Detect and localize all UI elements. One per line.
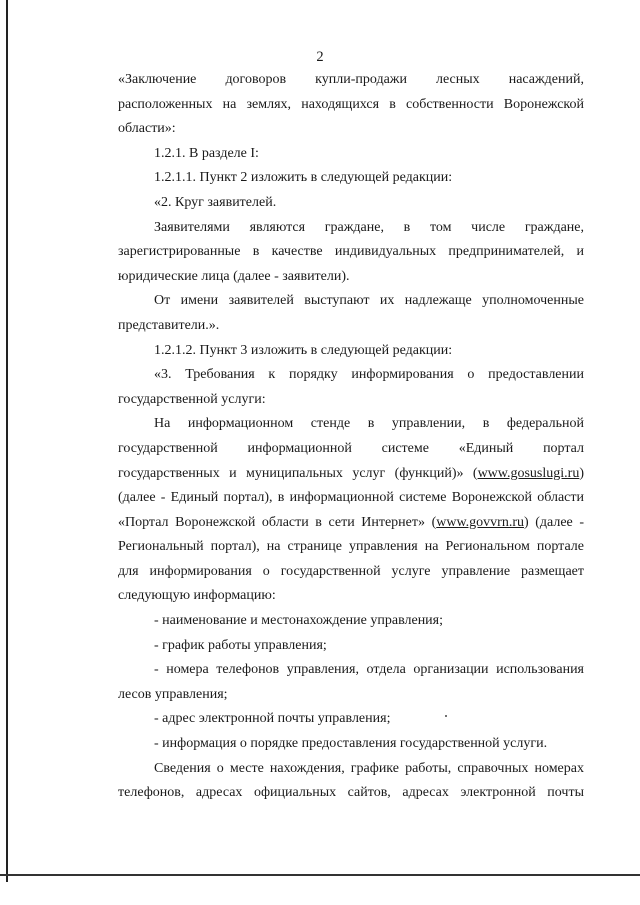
text-line: представители.». [118,317,220,333]
text-line: государственной услуги: [118,391,266,407]
text-line: «Портал Воронежской области в сети Интернет» (www.govvrn.ru) (далее - [118,514,584,530]
text-line: (далее - Единый портал), в информационной системе Воронежской области [118,490,584,506]
text-line: - информация о порядке предоставления государственной услуги. [154,736,548,752]
text-line: На информационном стенде в управлении, в федеральной [154,416,584,432]
text-line: государственной информационной системе «Единый портал [118,440,584,456]
text-line: следующую информацию: [118,588,276,604]
document-body [118,68,584,806]
text-line: «2. Круг заявителей. [154,194,277,210]
text-line: Сведения о месте нахождения, графике работы, справочных номерах [154,760,584,776]
text-line: - наименование и местонахождение управления; [154,613,444,629]
page-number: 2 [316,49,324,65]
text-line: лесов управления; [118,686,228,702]
text-line: Заявителями являются граждане, в том числе граждане, [154,219,584,235]
scan-left-edge [6,0,8,882]
website-reference: www.govvrn.ru [436,514,524,530]
text-line: 1.2.1. В разделе I: [154,145,259,161]
text-line: зарегистрированные в качестве индивидуальных предпринимателей, и [118,244,584,260]
text-line: - адрес электронной почты управления; [154,711,391,727]
text-line: расположенных на землях, находящихся в собственности Воронежской [118,96,584,112]
text-line: телефонов, адресах официальных сайтов, адресах электронной почты [118,785,584,801]
text-line: для информирования о государственной услуге управление размещает [118,563,584,579]
text-line: «3. Требования к порядку информирования о предоставлении [154,367,584,383]
text-line: государственных и муниципальных услуг (функций)» (www.gosuslugi.ru) [118,465,584,481]
text-line: «Заключение договоров купли-продажи лесных насаждений, [118,72,584,87]
text-line: От имени заявителей выступают их надлежаще уполномоченные [154,293,584,309]
text-line: 1.2.1.1. Пункт 2 изложить в следующей редакции: [154,170,453,186]
text-line: Региональный портал), на странице управления на Региональном портале [118,539,584,555]
text-line: области»: [118,121,176,137]
text-line: - номера телефонов управления, отдела организации использования [154,662,584,678]
scan-bottom-edge [0,874,640,876]
scan-speck [445,715,447,717]
website-reference: www.gosuslugi.ru [477,465,580,481]
text-line: 1.2.1.2. Пункт 3 изложить в следующей редакции: [154,342,453,358]
text-line: - график работы управления; [154,637,327,653]
text-line: юридические лица (далее - заявители). [118,268,350,284]
